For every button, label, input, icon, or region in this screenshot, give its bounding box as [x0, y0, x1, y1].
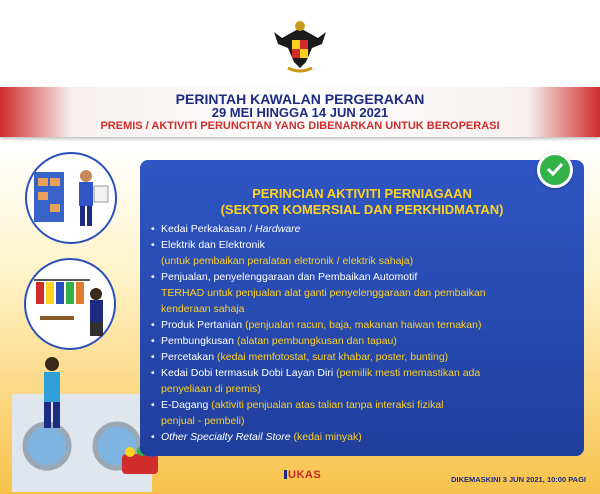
panel-heading: [140, 186, 584, 217]
item-italic: Hardware: [254, 223, 301, 235]
item-text: Kedai Perkakasan /: [161, 223, 255, 235]
ukas-logo: UKAS: [284, 469, 321, 481]
item-text: Pembungkusan: [161, 335, 237, 347]
item-note: (kedai minyak): [290, 431, 362, 443]
item-text: Elektrik dan Elektronik: [161, 239, 265, 251]
list-item: • Penjualan, penyelenggaraan dan Pembaikan Automotif: [151, 271, 418, 283]
item-note: (alatan pembungkusan dan tapau): [236, 335, 397, 347]
item-note: penjual - pembeli): [161, 415, 245, 427]
list-item: • Produk Pertanian (penjualan racun, baja, makanan haiwan ternakan): [151, 319, 482, 331]
item-note: (untuk pembaikan peralatan eletronik / elektrik sahaja): [161, 255, 414, 267]
updated-timestamp: DIKEMASKINI 3 JUN 2021, 10:00 PAGI: [451, 475, 586, 484]
item-text: Kedai Dobi termasuk Dobi Layan Diri: [161, 367, 337, 379]
list-item: • Elektrik dan Elektronik: [151, 239, 265, 251]
item-italic: Other Specialty Retail Store: [161, 431, 291, 443]
panel-heading-line2: (SEKTOR KOMERSIAL DAN PERKHIDMATAN): [220, 202, 504, 217]
item-text: Produk Pertanian: [161, 319, 246, 331]
list-item: • Pembungkusan (alatan pembungkusan dan tapau): [151, 335, 397, 347]
item-note: TERHAD untuk penjualan alat ganti penyelenggaraan dan pembaikan: [161, 287, 486, 299]
clothing-store-illustration: [20, 256, 120, 352]
item-note: (penjualan racun, baja, makanan haiwan ternakan): [245, 319, 482, 331]
list-item: • E-Dagang (aktiviti penjualan atas talian tanpa interaksi fizikal: [151, 399, 444, 411]
warehouse-illustration: [16, 152, 134, 244]
sarawak-crest-icon: [270, 18, 330, 76]
item-note: (pemilik mesti memastikan ada: [336, 367, 481, 379]
item-note: kenderaan sahaja: [161, 303, 245, 315]
item-text: Percetakan: [161, 351, 218, 363]
item-text: Penjualan, penyelenggaraan dan Pembaikan Automotif: [161, 271, 418, 283]
list-item: • Other Specialty Retail Store (kedai minyak): [151, 431, 362, 443]
item-note: penyeliaan di premis): [161, 383, 261, 395]
check-badge-icon: [537, 152, 573, 188]
panel-heading-line1: PERINCIAN AKTIVITI PERNIAGAAN: [252, 186, 472, 201]
item-text: E-Dagang: [161, 399, 212, 411]
banner-dates: 29 MEI HINGGA 14 JUN 2021: [211, 105, 389, 120]
item-note: (aktiviti penjualan atas talian tanpa interaksi fizikal: [211, 399, 444, 411]
list-item: • Kedai Dobi termasuk Dobi Layan Diri (pemilik mesti memastikan ada: [151, 367, 481, 379]
title-banner: [0, 87, 600, 137]
banner-title: PERINTAH KAWALAN PERGERAKAN: [175, 91, 425, 107]
list-item: • Percetakan (kedai memfotostat, surat khabar, poster, bunting): [151, 351, 449, 363]
list-item: • Kedai Perkakasan / Hardware: [151, 223, 301, 235]
item-note: (kedai memfotostat, surat khabar, poster, bunting): [217, 351, 449, 363]
banner-subtitle: PREMIS / AKTIVITI PERUNCITAN YANG DIBENARKAN UNTUK BEROPERASI: [100, 120, 500, 132]
